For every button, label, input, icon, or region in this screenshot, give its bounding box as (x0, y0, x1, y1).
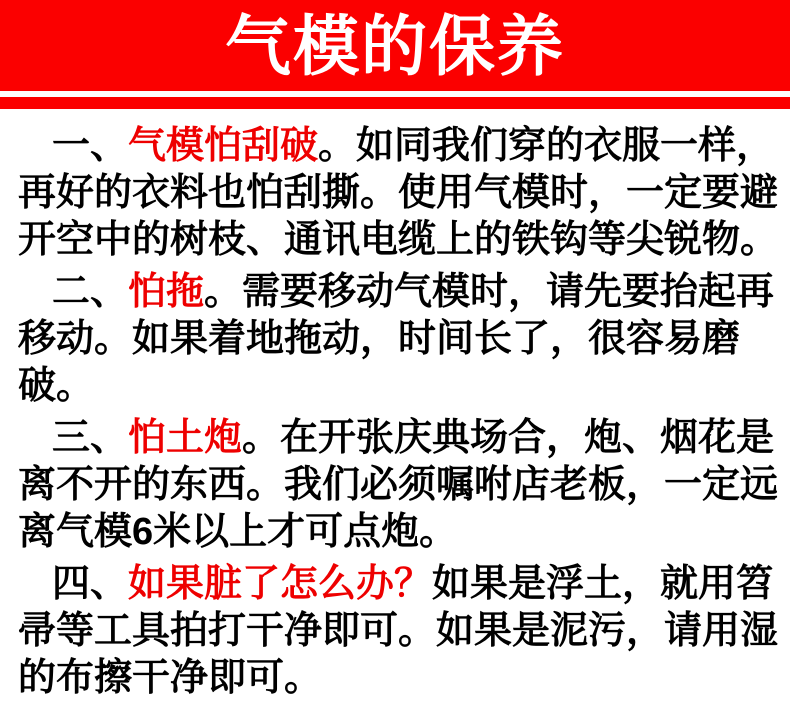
title-banner (0, 0, 790, 91)
red-divider-line (0, 97, 790, 109)
text-segment: 。需要移动气模时，请先要抬起再移动。如果着地拖动，时间长了，很容易磨破。 (18, 271, 775, 407)
highlight-phrase: 怕土炮 (128, 417, 243, 459)
highlight-phrase: 气模怕刮破 (128, 125, 319, 167)
paragraph (18, 269, 784, 410)
text-segment: 四、 (52, 563, 129, 605)
text-segment: 三、 (52, 417, 129, 459)
highlight-phrase: 怕拖 (128, 271, 205, 313)
text-segment: 。在开张庆典场合，炮、烟花是离不开的东西。我们必须嘱咐店老板，一定远离气模6米以上才可点炮。 (18, 417, 779, 553)
paragraph (18, 123, 784, 264)
text-segment: 。如同我们穿的衣服一样，再好的衣料也怕刮撕。使用气模时，一定要避开空中的树枝、通讯电缆上的铁钩等尖锐物。 (18, 125, 779, 261)
paragraph (18, 415, 784, 556)
text-segment: 一、 (52, 125, 129, 167)
paragraph (18, 561, 784, 702)
page-title: 气模的保养 (225, 8, 565, 83)
highlight-phrase: 如果脏了怎么办？ (128, 563, 433, 605)
text-segment: 如果是浮土，就用笤帚等工具拍打干净即可。如果是泥污，请用湿的布擦干净即可。 (18, 563, 779, 699)
body-text (0, 109, 790, 702)
text-segment: 二、 (52, 271, 129, 313)
